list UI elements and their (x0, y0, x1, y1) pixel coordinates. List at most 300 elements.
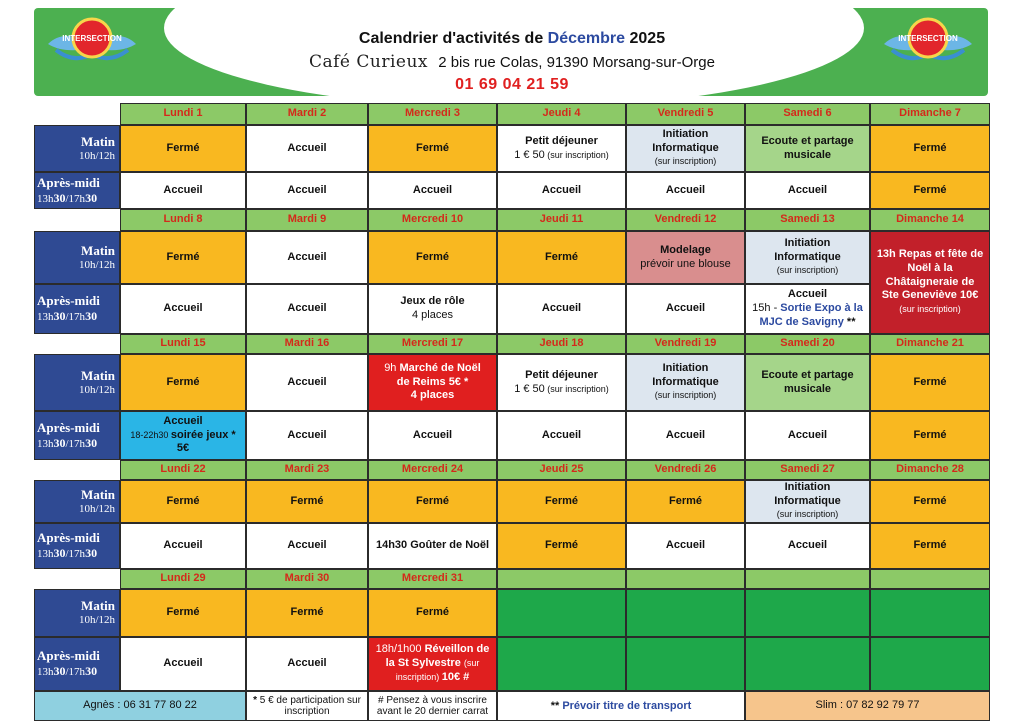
activity-title: Accueil (787, 183, 828, 196)
morning-activity[interactable] (368, 480, 497, 523)
morning-activity[interactable] (745, 125, 870, 172)
activity-line (413, 184, 452, 198)
afternoon-activity[interactable] (246, 637, 368, 691)
afternoon-activity[interactable] (246, 411, 368, 460)
outing-line (752, 302, 863, 316)
activity-title (788, 288, 827, 302)
activity-title: Accueil (287, 141, 327, 154)
day-name: Mercredi 10 (401, 213, 464, 226)
activity-line (761, 135, 853, 149)
activity-line (666, 302, 705, 316)
event-title: Ste Geneviève 10€ (881, 289, 979, 302)
day-name: Lundi 8 (163, 213, 203, 226)
cell-line (551, 700, 692, 713)
day-name: Mercredi 31 (401, 572, 464, 585)
slot-name: Après-midi (37, 293, 100, 308)
afternoon-activity[interactable] (497, 284, 626, 334)
morning-activity[interactable] (120, 354, 246, 411)
day-name: Mardi 2 (287, 107, 327, 120)
afternoon-activity[interactable] (120, 637, 246, 691)
activity-title: Accueil (163, 657, 203, 670)
day-header (626, 460, 745, 480)
afternoon-activity[interactable] (246, 523, 368, 569)
slot-name: Après-midi (37, 174, 100, 190)
afternoon-activity[interactable] (870, 411, 990, 460)
day-name: Vendredi 12 (654, 213, 717, 226)
activity-line (652, 142, 719, 156)
activity-line (287, 142, 326, 156)
activity-title: Fermé (415, 494, 450, 507)
activity-line (663, 362, 709, 376)
day-name: Mardi 30 (284, 572, 330, 585)
registration-note: (sur inscription) (899, 304, 961, 315)
footnote-mark: ** (843, 315, 856, 328)
slot-hours: 10h/12h (78, 614, 115, 627)
morning-activity[interactable] (368, 589, 497, 637)
day-header-empty (745, 569, 870, 589)
activity-line (913, 184, 946, 198)
activity-sub (514, 149, 609, 163)
day-name: Jeudi 4 (542, 107, 581, 120)
day-header-empty (870, 569, 990, 589)
event-places: 4 places (410, 389, 455, 402)
day-header (246, 334, 368, 354)
activity-line (666, 539, 705, 553)
footnote-text: # Pensez à vous inscrire avant le 20 dernier carrat (376, 694, 489, 717)
slot-name: Matin (81, 486, 115, 502)
activity-title: musicale (783, 382, 832, 395)
afternoon-activity[interactable] (120, 172, 246, 209)
day-name: Lundi 29 (160, 572, 206, 585)
cell-line (899, 303, 961, 317)
afternoon-activity[interactable] (745, 523, 870, 569)
activity-title: Fermé (913, 183, 947, 196)
day-name: Vendredi 26 (654, 463, 717, 476)
slot-hours: 13h30/17h30 (37, 664, 98, 679)
morning-activity[interactable] (626, 480, 745, 523)
activity-title: Accueil (163, 414, 203, 427)
activity-title: Initiation (662, 361, 709, 374)
contact-text: Agnès : 06 31 77 80 22 (83, 699, 197, 712)
outing-line-2 (760, 316, 856, 330)
day-header (246, 103, 368, 125)
activity-title: Accueil (665, 183, 706, 196)
activity-line (163, 657, 202, 671)
registration-note: (sur inscription) (544, 149, 609, 160)
day-name: Lundi 1 (163, 107, 203, 120)
activity-line (287, 302, 326, 316)
activity-title: Initiation (662, 127, 709, 140)
afternoon-activity[interactable] (626, 523, 745, 569)
day-name: Dimanche 7 (899, 107, 961, 120)
slot-name: Matin (81, 242, 115, 258)
cell-line (886, 276, 975, 290)
morning-activity[interactable] (497, 480, 626, 523)
activity-line (376, 539, 489, 553)
slot-hours: 13h30/17h30 (37, 435, 98, 450)
activity-line (166, 142, 199, 156)
activity-line (163, 184, 202, 198)
activity-title: Petit déjeuner (525, 134, 598, 147)
activity-line (290, 606, 323, 620)
empty-cell (745, 637, 870, 691)
morning-activity[interactable] (870, 480, 990, 523)
activity-line (542, 429, 581, 443)
activity-title: Fermé (544, 539, 579, 552)
activity-line (542, 184, 581, 198)
activity-line (166, 376, 199, 390)
morning-activity[interactable] (120, 480, 246, 523)
footnote-text: Prévoir titre de transport (562, 699, 692, 712)
afternoon-activity[interactable] (120, 284, 246, 334)
day-header (497, 460, 626, 480)
cell-line (386, 657, 480, 671)
activity-title: Informatique (652, 375, 719, 388)
day-header (120, 334, 246, 354)
day-header (745, 209, 870, 231)
activity-line (290, 495, 323, 509)
day-name: Mardi 16 (284, 337, 330, 350)
activity-line (525, 135, 598, 149)
registration-note: (sur inscription) (544, 383, 609, 394)
empty-cell (745, 589, 870, 637)
activity-line (166, 251, 199, 265)
event-time: 9h (384, 361, 400, 374)
cafe-name: Café Curieux (309, 52, 429, 72)
event-price: 10€ (441, 670, 464, 683)
activity-line (774, 495, 841, 509)
activity-title: Ecoute et partage (761, 134, 854, 147)
activity-title: Fermé (166, 606, 200, 619)
afternoon-slot-label (34, 411, 120, 460)
morning-activity[interactable] (120, 231, 246, 284)
activity-title: Fermé (415, 606, 450, 619)
slot-hours: 13h30/17h30 (37, 309, 98, 324)
activity-title: Fermé (913, 494, 947, 507)
cell-line (376, 643, 490, 657)
activity-line (913, 142, 946, 156)
slot-hours: 10h/12h (78, 149, 115, 162)
morning-activity[interactable] (870, 354, 990, 411)
day-header-empty (626, 569, 745, 589)
day-name: Jeudi 25 (539, 463, 584, 476)
activity-title: Modelage (660, 243, 711, 256)
day-name: Lundi 15 (160, 337, 206, 350)
empty-cell (497, 637, 626, 691)
day-header (626, 209, 745, 231)
activity-line (416, 495, 449, 509)
activity-line (545, 251, 578, 265)
afternoon-slot-label (34, 637, 120, 691)
phone-number: 01 69 04 21 59 (455, 76, 569, 93)
footnote-mark: # (463, 670, 470, 683)
day-header (870, 460, 990, 480)
day-header (368, 460, 497, 480)
day-header (120, 460, 246, 480)
day-header (368, 209, 497, 231)
activity-title: Accueil (412, 428, 453, 441)
registration-note: (sur inscription) (776, 265, 839, 276)
merged-event-cell[interactable] (870, 231, 990, 334)
empty-cell (626, 589, 745, 637)
activity-title: Accueil (541, 428, 582, 441)
morning-activity[interactable] (497, 125, 626, 172)
event-title: 13h Repas et fête de (876, 248, 984, 261)
activity-line (525, 369, 598, 383)
activity-title: Accueil (665, 539, 706, 552)
afternoon-activity[interactable] (626, 284, 745, 334)
activity-detail: prévoir une blouse (640, 257, 731, 270)
morning-activity[interactable] (120, 589, 246, 637)
cell-line (177, 442, 189, 456)
day-name: Jeudi 11 (539, 213, 584, 226)
outing-place: MJC de Savigny (759, 315, 844, 328)
morning-slot-label (34, 480, 120, 523)
footnote-text: 5 € de participation sur inscription (259, 694, 361, 717)
activity-detail: 1 € 50 (514, 382, 545, 395)
activity-line (163, 302, 202, 316)
cell-line (882, 289, 979, 303)
activity-line (784, 383, 831, 397)
footnote-participation (246, 691, 368, 721)
slot-hours: 10h/12h (78, 502, 115, 515)
activity-line (287, 657, 326, 671)
day-header (120, 209, 246, 231)
slot-hours: 10h/12h (78, 383, 115, 396)
activity-note (777, 264, 839, 278)
activity-line (287, 376, 326, 390)
day-header (368, 569, 497, 589)
slot-name: Après-midi (37, 530, 100, 545)
activity-title: Fermé (166, 141, 200, 154)
day-name: Jeudi 18 (539, 337, 584, 350)
afternoon-activity[interactable] (745, 284, 870, 334)
day-name: Dimanche 14 (896, 213, 964, 226)
activity-line (663, 128, 709, 142)
morning-activity[interactable] (745, 354, 870, 411)
activity-line (545, 495, 578, 509)
morning-activity[interactable] (246, 231, 368, 284)
activity-title: Fermé (913, 141, 947, 154)
day-header (368, 103, 497, 125)
day-name: Mercredi 3 (404, 107, 461, 120)
day-header (745, 103, 870, 125)
cell-line (411, 389, 454, 403)
morning-activity[interactable] (870, 125, 990, 172)
morning-activity[interactable] (497, 354, 626, 411)
registration-note: inscription) (395, 671, 442, 682)
afternoon-activity[interactable] (745, 411, 870, 460)
afternoon-activity[interactable] (368, 284, 497, 334)
activity-line (413, 429, 452, 443)
activity-line (287, 429, 326, 443)
activity-title: Accueil (787, 428, 828, 441)
activity-title: Fermé (290, 606, 324, 619)
activity-line (788, 184, 827, 198)
day-header (870, 103, 990, 125)
activity-title: Accueil (287, 657, 327, 670)
activity-line (669, 495, 702, 509)
event-time: 18-22h30 (130, 429, 171, 440)
cell-line (907, 262, 952, 276)
morning-activity[interactable] (246, 480, 368, 523)
activity-title: Initiation (784, 480, 831, 493)
event-time: 18h/1h00 (375, 643, 425, 656)
activity-line (416, 251, 449, 265)
afternoon-activity[interactable] (626, 411, 745, 460)
day-header (246, 569, 368, 589)
activity-detail: 4 places (412, 309, 453, 321)
morning-activity[interactable] (745, 480, 870, 523)
morning-activity[interactable] (120, 125, 246, 172)
activity-title: Accueil (787, 288, 828, 301)
address: 2 bis rue Colas, 91390 Morsang-sur-Orge (438, 54, 715, 71)
activity-title: Accueil (287, 183, 327, 196)
activity-line (545, 539, 578, 553)
morning-activity[interactable] (368, 125, 497, 172)
contact-agnes (34, 691, 246, 721)
day-header (368, 334, 497, 354)
activity-title: Fermé (544, 494, 579, 507)
activity-title: musicale (783, 148, 832, 161)
slot-name: Après-midi (37, 648, 100, 663)
activity-title: Fermé (415, 141, 450, 154)
day-header-empty (497, 569, 626, 589)
month-name: Décembre (547, 30, 626, 47)
activity-title: Accueil (287, 428, 327, 441)
afternoon-activity[interactable] (497, 172, 626, 209)
slot-hours: 10h/12h (78, 258, 115, 271)
morning-activity[interactable] (497, 231, 626, 284)
activity-line (913, 495, 946, 509)
cell-line (384, 362, 481, 376)
activity-title: Accueil (287, 375, 327, 388)
slot-name: Après-midi (37, 419, 100, 435)
activity-line (788, 429, 827, 443)
morning-activity[interactable] (246, 589, 368, 637)
morning-activity[interactable] (626, 354, 745, 411)
activity-title: Fermé (290, 494, 324, 507)
footnote-mark: * (253, 694, 260, 706)
activity-line (652, 376, 719, 390)
activity-line (785, 481, 831, 495)
afternoon-activity[interactable] (626, 172, 745, 209)
activity-line (287, 184, 326, 198)
cell-line (877, 248, 983, 262)
afternoon-slot-label (34, 172, 120, 209)
activity-line (287, 251, 326, 265)
afternoon-activity[interactable] (120, 523, 246, 569)
empty-cell (870, 637, 990, 691)
afternoon-activity[interactable] (368, 523, 497, 569)
cell-line (249, 695, 365, 718)
activity-title: Ecoute et partage (761, 368, 854, 381)
activity-line (542, 302, 581, 316)
registration-note: (sur inscription) (654, 390, 717, 401)
empty-cell (626, 637, 745, 691)
afternoon-activity[interactable] (368, 637, 497, 691)
afternoon-activity[interactable] (745, 172, 870, 209)
activity-line (784, 149, 831, 163)
event-title: soirée jeux (170, 428, 232, 441)
day-header (120, 569, 246, 589)
registration-note: (sur inscription) (654, 156, 717, 167)
morning-activity[interactable] (626, 125, 745, 172)
afternoon-activity[interactable] (368, 172, 497, 209)
activity-title: 14h30 Goûter de Noël (375, 539, 490, 552)
event-price: 5€ (176, 442, 190, 455)
activity-title: Accueil (287, 539, 327, 552)
day-name: Mardi 23 (284, 463, 330, 476)
morning-activity[interactable] (246, 125, 368, 172)
slot-hours: 13h30/17h30 (37, 190, 98, 205)
activity-note (655, 389, 717, 403)
activity-line (761, 369, 853, 383)
morning-slot-label (34, 125, 120, 172)
event-title: Réveillon de (424, 643, 490, 656)
footnote-mark: * (463, 375, 469, 388)
cell-line (163, 415, 202, 429)
outing-time: 15h - (752, 302, 781, 315)
afternoon-activity[interactable] (246, 284, 368, 334)
morning-slot-label (34, 589, 120, 637)
day-name: Samedi 13 (780, 213, 835, 226)
morning-activity[interactable] (368, 354, 497, 411)
activity-title: Fermé (166, 250, 200, 263)
header-text (0, 30, 1024, 94)
activity-title: Accueil (287, 302, 327, 315)
day-header (745, 334, 870, 354)
afternoon-activity[interactable] (870, 523, 990, 569)
activity-title: Fermé (166, 494, 200, 507)
activity-sub (412, 309, 453, 323)
address-line (0, 52, 1024, 72)
activity-line (166, 606, 199, 620)
slot-name: Matin (81, 367, 115, 383)
day-header (626, 103, 745, 125)
day-name: Vendredi 19 (654, 337, 717, 350)
day-name: Vendredi 5 (657, 107, 714, 120)
footnote-transport (497, 691, 745, 721)
contact-slim (745, 691, 990, 721)
morning-activity[interactable] (246, 354, 368, 411)
day-header (497, 209, 626, 231)
day-name: Samedi 27 (780, 463, 835, 476)
afternoon-activity[interactable] (368, 411, 497, 460)
afternoon-activity[interactable] (870, 172, 990, 209)
activity-title: Informatique (774, 494, 841, 507)
morning-activity[interactable] (368, 231, 497, 284)
activity-line (666, 184, 705, 198)
morning-activity[interactable] (626, 231, 745, 284)
activity-title: Accueil (287, 250, 327, 263)
activity-line (166, 495, 199, 509)
activity-title: Fermé (544, 250, 579, 263)
afternoon-activity[interactable] (497, 411, 626, 460)
day-name: Samedi 20 (780, 337, 835, 350)
footnote-mark: * (231, 428, 236, 441)
slot-name: Matin (81, 598, 115, 613)
morning-activity[interactable] (745, 231, 870, 284)
svg-text:INTERSECTION: INTERSECTION (62, 34, 122, 43)
afternoon-activity[interactable] (120, 411, 246, 460)
afternoon-activity[interactable] (246, 172, 368, 209)
outing-title: Sortie Expo à la (780, 302, 863, 315)
activity-title: Accueil (541, 183, 582, 196)
day-header (870, 334, 990, 354)
afternoon-activity[interactable] (497, 523, 626, 569)
day-name: Samedi 6 (783, 107, 832, 120)
